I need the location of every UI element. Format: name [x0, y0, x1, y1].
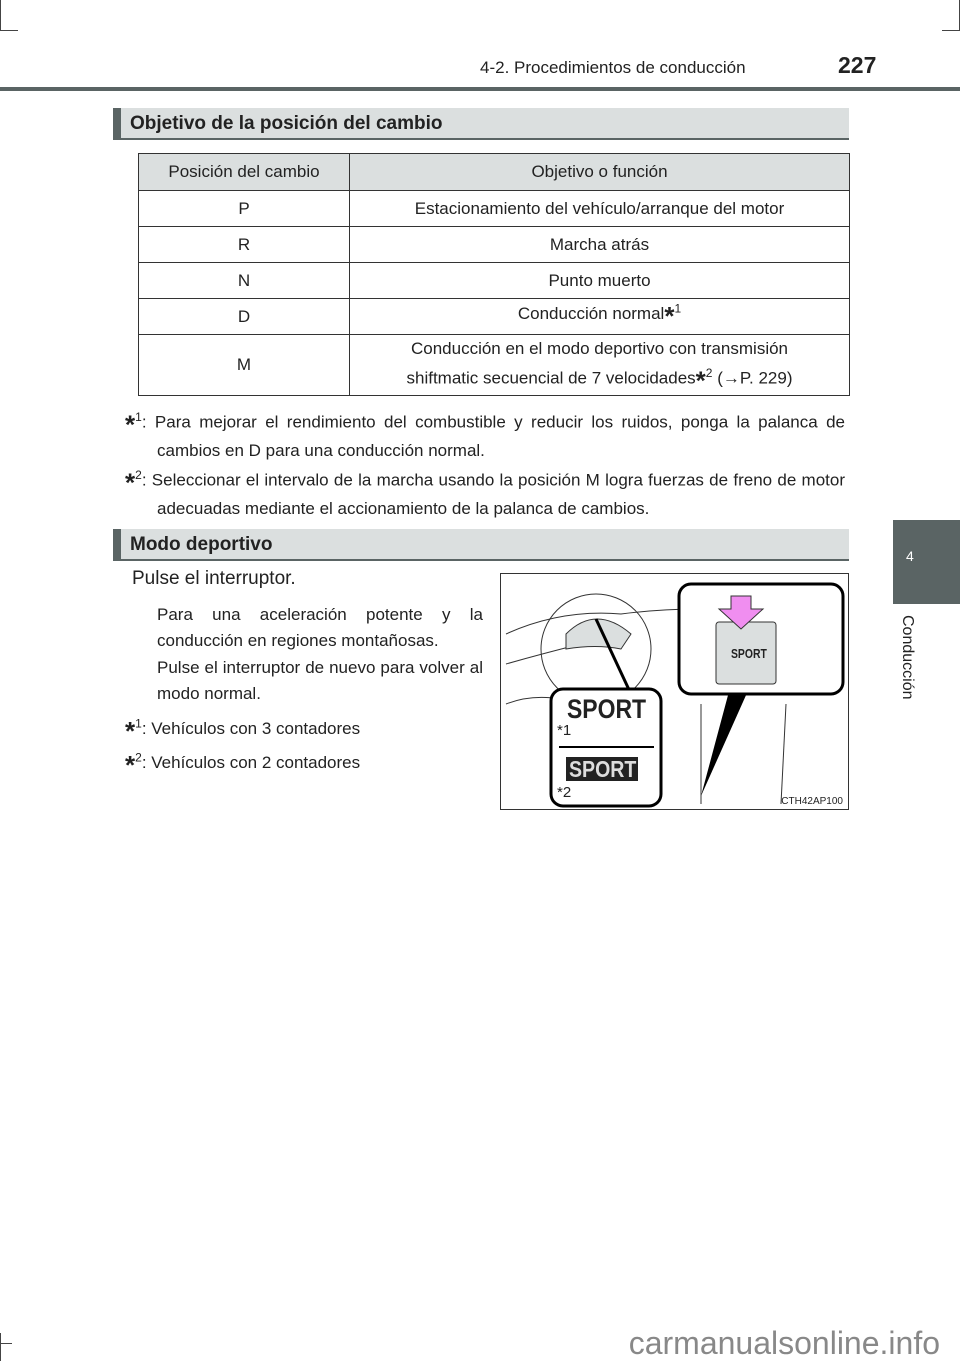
table-row	[139, 227, 850, 263]
dashboard-drawing	[501, 574, 848, 809]
cell	[350, 299, 850, 335]
footnote: *$^1$: Para mejorar el rendimiento del combustible y reducir los ruidos, ponga la palanca de cambios en D para una conducción normal.	[125, 409, 845, 460]
watermark: carmanualsonline.info	[628, 1325, 940, 1361]
instruction: Pulse el interruptor.	[132, 568, 296, 589]
switch-callout	[679, 584, 843, 796]
cell: Estacionamiento del vehículo/arranque del motor	[350, 191, 850, 227]
header-rule	[0, 87, 960, 91]
cell-text: Conducción normal	[517, 304, 665, 323]
chapter-number: 4	[906, 548, 914, 564]
sport-indicator-2-meter: SPORT	[569, 756, 637, 782]
cell	[350, 335, 850, 396]
footnote-ref: 1	[674, 301, 682, 316]
footnote-ref: 2	[705, 366, 713, 381]
chapter-tab	[893, 520, 960, 604]
star-label: *2	[557, 784, 572, 801]
column-header: Posición del cambio	[139, 154, 350, 191]
column-header: Objetivo o función	[350, 154, 850, 191]
page-reference-link[interactable]: (→P. 229)	[717, 368, 793, 388]
sport-switch-illustration	[500, 573, 849, 810]
footnote: *$^1$: Vehículos con 3 contadores	[125, 716, 361, 746]
table-row	[139, 191, 850, 227]
paragraph: Pulse el interruptor de nuevo para volver al modo normal.	[157, 658, 483, 703]
paragraph: Para una aceleración potente y la conducción en regiones montañosas.	[157, 605, 483, 650]
cell: M	[139, 335, 350, 396]
asterisk: *	[664, 301, 675, 331]
chapter-label: Conducción	[899, 615, 916, 700]
footnote: *$^2$: Vehículos con 2 contadores	[125, 750, 361, 780]
cell: Punto muerto	[350, 263, 850, 299]
cell-text: Conducción en el modo deportivo con transmisión	[410, 339, 789, 359]
cell: D	[139, 299, 350, 335]
star-label: *1	[557, 722, 572, 739]
sport-switch-label: SPORT	[731, 646, 767, 661]
cell: P	[139, 191, 350, 227]
header-section: 4-2. Procedimientos de conducción	[480, 58, 746, 77]
cell: N	[139, 263, 350, 299]
section-heading: Modo deportivo	[113, 529, 849, 561]
cell: Marcha atrás	[350, 227, 850, 263]
figure-code: CTH42AP100	[781, 796, 843, 807]
cell: R	[139, 227, 350, 263]
shift-position-table	[138, 153, 850, 396]
asterisk: *	[695, 365, 706, 396]
footnote: *$^2$: Seleccionar el intervalo de la marcha usando la posición M logra fuerzas de freno de motor adecuadas mediante el accionamiento de la palanca de cambios.	[125, 467, 845, 518]
table-row	[139, 263, 850, 299]
sport-indicator-3-meter: SPORT	[567, 694, 647, 724]
cell-text: shiftmatic secuencial de 7 velocidades	[406, 368, 696, 388]
section-heading: Objetivo de la posición del cambio	[113, 108, 849, 140]
table-row	[139, 335, 850, 396]
table-row	[139, 299, 850, 335]
page-number: 227	[838, 52, 877, 78]
